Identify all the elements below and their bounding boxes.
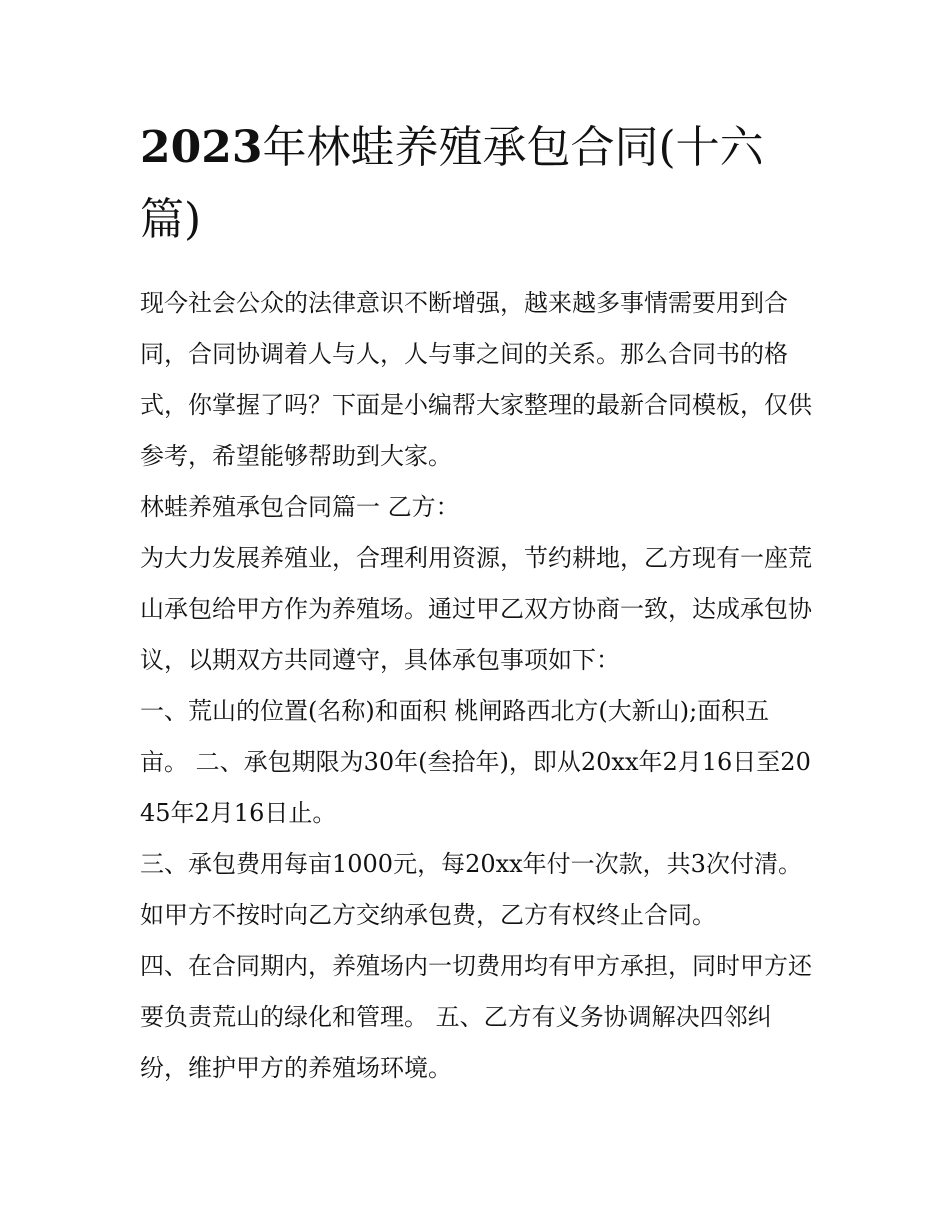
document-title (140, 112, 812, 256)
document-body (140, 112, 812, 1094)
clause-paragraph: 四、在合同期内，养殖场内一切费用均有甲方承担，同时甲方还要负责荒山的绿化和管理。 五、乙方有义务协调解决四邻纠纷，维护甲方的养殖场环境。 (140, 952, 812, 1082)
clause-paragraph: 一、荒山的位置(名称)和面积 桃闸路西北方(大新山);面积五亩。 二、承包期限为30年(叁拾年)，即从20xx年2月16日至2045年2月16日止。 (140, 697, 811, 827)
clause-paragraph: 三、承包费用每亩1000元，每20xx年付一次款，共3次付清。如甲方不按时向乙方交纳承包费，乙方有权终止合同。 (140, 850, 802, 929)
title-text: 年林蛙养殖承包合同(十六篇) (140, 122, 764, 245)
contract-paragraph: 为大力发展养殖业，合理利用资源，节约耕地，乙方现有一座荒山承包给甲方作为养殖场。通过甲乙双方协商一致，达成承包协议，以期双方共同遵守，具体承包事项如下： (140, 544, 812, 674)
title-year: 2023 (140, 122, 263, 173)
section-heading: 林蛙养殖承包合同篇一 乙方： (140, 493, 460, 521)
intro-paragraph: 现今社会公众的法律意识不断增强，越来越多事情需要用到合同，合同协调着人与人，人与事之间的关系。那么合同书的格式，你掌握了吗？下面是小编帮大家整理的最新合同模板，仅供参考，希望能够帮助到大家。 (140, 289, 812, 470)
